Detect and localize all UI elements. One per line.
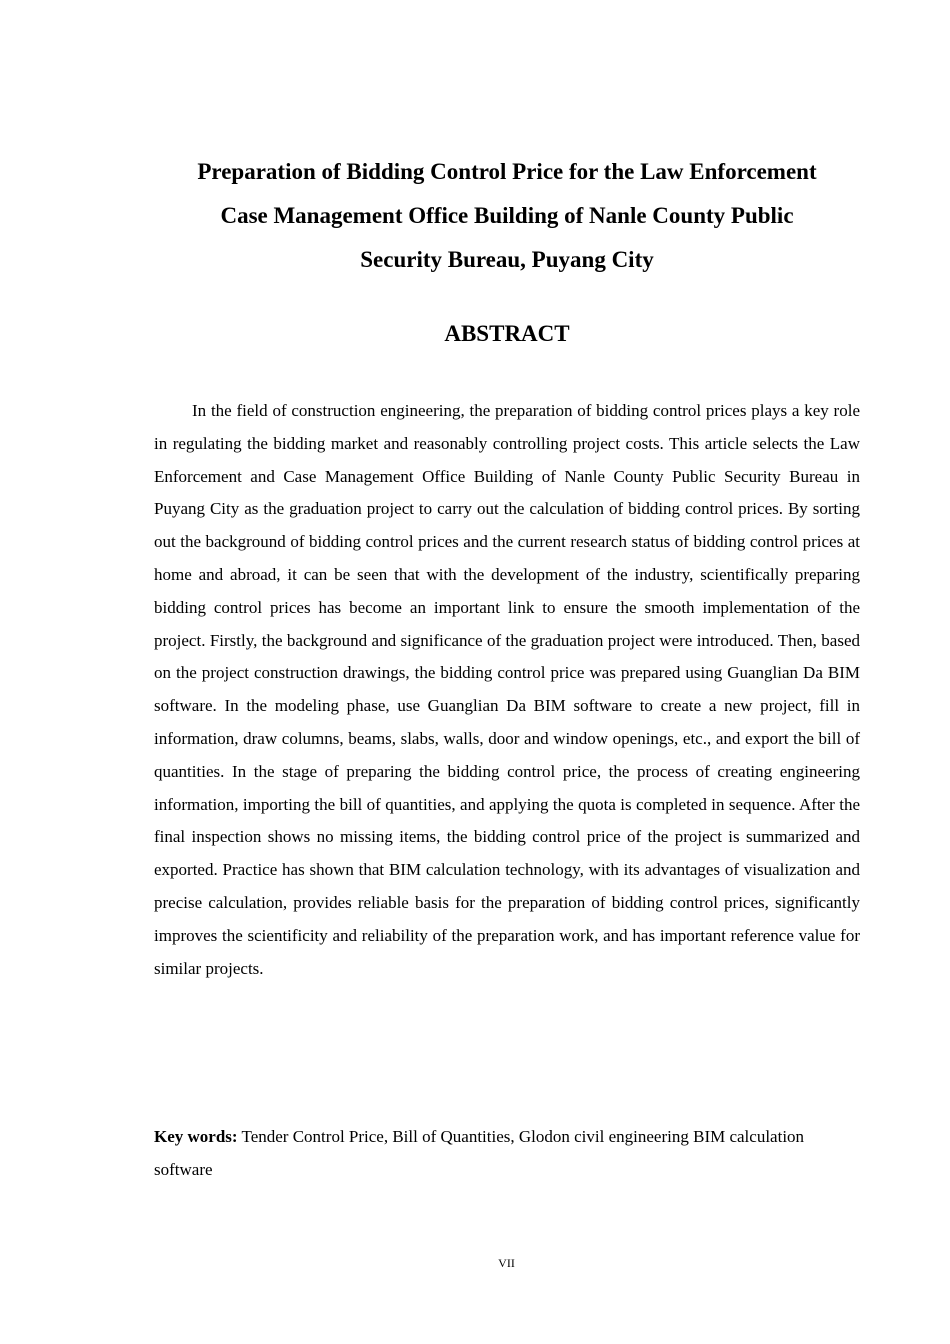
- abstract-heading: ABSTRACT: [444, 321, 570, 346]
- keywords-text: Tender Control Price, Bill of Quantities, Glodon civil engineering BIM calculation software: [154, 1127, 805, 1179]
- title-line-2: Case Management Office Building of Nanle County Public: [220, 203, 794, 228]
- title-line-1: Preparation of Bidding Control Price for the Law Enforcement: [197, 159, 817, 184]
- keywords: [154, 1120, 860, 1186]
- keywords-label: Key words:: [154, 1127, 238, 1146]
- title-line-3: Security Bureau, Puyang City: [360, 247, 654, 272]
- abstract-body: In the field of construction engineering, the preparation of bidding control prices plays a key role in regulating the bidding market and reasonably controlling project costs. This article selects the Law Enforcement and Case Management Office Building of Nanle County Public Security Bureau in Puyang City as the graduation project to carry out the calculation of bidding control prices. By sorting out the background of bidding control prices and the current research status of bidding control prices at home and abroad, it can be seen that with the development of the industry, scientifically preparing bidding control prices has become an important link to ensure the smooth implementation of the project. Firstly, the background and significance of the graduation project were introduced. Then, based on the project construction drawings, the bidding control price was prepared using Guanglian Da BIM software. In the modeling phase, use Guanglian Da BIM software to create a new project, fill in information, draw columns, beams, slabs, walls, door and window openings, etc., and export the bill of quantities. In the stage of preparing the bidding control price, the process of creating engineering information, importing the bill of quantities, and applying the quota is completed in sequence. After the final inspection shows no missing items, the bidding control price of the project is summarized and exported. Practice has shown that BIM calculation technology, with its advantages of visualization and precise calculation, provides reliable basis for the preparation of bidding control prices, significantly improves the scientificity and reliability of the preparation work, and has important reference value for similar projects.: [154, 401, 860, 978]
- document-title: [140, 150, 874, 282]
- page-number: VII: [498, 1256, 515, 1270]
